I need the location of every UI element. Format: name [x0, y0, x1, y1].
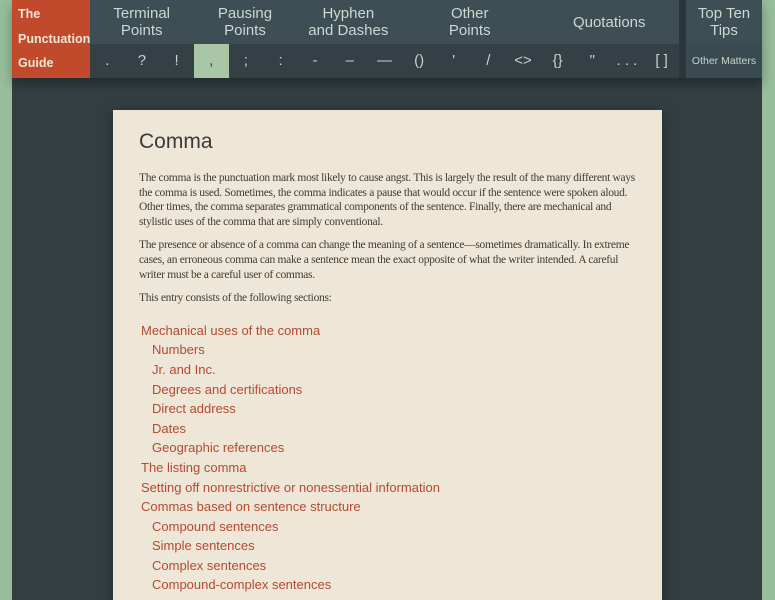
header-right-column	[686, 0, 762, 78]
section-link-the-listing-comma[interactable]: The listing comma	[141, 459, 247, 475]
content-card	[113, 110, 662, 600]
symbol-colon[interactable]: :	[278, 51, 283, 69]
page-title: Comma	[139, 130, 213, 153]
section-link-direct-address[interactable]: Direct address	[152, 401, 236, 417]
nav-item-top-ten-tips[interactable]	[686, 0, 762, 44]
header-divider	[679, 0, 686, 78]
right-edge-strip	[762, 0, 775, 600]
site-header	[12, 0, 762, 78]
nav-item-label: Points	[224, 22, 266, 39]
section-link-commas-based-on-sentence-structure[interactable]: Commas based on sentence structure	[141, 499, 361, 515]
nav-item-label: Points	[448, 22, 491, 39]
sections-intro: This entry consists of the following sections:	[139, 292, 332, 305]
intro-paragraph-2: The presence or absence of a comma can change the meaning of a sentence—sometimes dramatically. In extreme cases, an erroneous comma can make a sentence mean the exact opposite of what the writer intended. A careful writer must be a careful user of commas.	[139, 239, 630, 281]
section-link-dates[interactable]: Dates	[152, 420, 186, 436]
top-ten-line-1: Top Ten	[697, 5, 751, 22]
symbol-angle-brackets[interactable]: <>	[514, 51, 532, 69]
nav-item-label: Other	[450, 5, 489, 22]
section-link-geographic-references[interactable]: Geographic references	[152, 440, 285, 456]
site-logo[interactable]	[12, 0, 90, 78]
section-link-jr-and-inc[interactable]: Jr. and Inc.	[152, 361, 216, 377]
nav-item-label: Pausing	[217, 5, 273, 22]
nav-item-terminal-points[interactable]	[90, 0, 193, 44]
nav-item-other-matters[interactable]: Other Matters	[686, 44, 762, 78]
section-link-complex-sentences[interactable]: Complex sentences	[152, 557, 267, 573]
nav-item-hyphen-and-dashes[interactable]	[297, 0, 400, 44]
nav-item-quotations[interactable]	[539, 0, 679, 44]
symbol-semicolon[interactable]: ;	[243, 51, 248, 69]
nav-item-label: Terminal	[113, 5, 170, 22]
symbol-ellipses[interactable]: . . .	[616, 51, 638, 69]
symbol-parentheses[interactable]: ()	[414, 51, 425, 69]
nav-item-label: Points	[120, 22, 163, 39]
symbol-apostrophe[interactable]: '	[452, 51, 456, 69]
nav-item-other-points[interactable]	[400, 0, 540, 44]
symbol-em-dash[interactable]: —	[376, 51, 392, 69]
header-main	[90, 0, 679, 78]
section-link-degrees-and-certifications[interactable]: Degrees and certifications	[152, 381, 303, 397]
intro-paragraph-1: The comma is the punctuation mark most likely to cause angst. This is largely the result of the many different ways the comma is used. Sometimes, the comma indicates a pause that would occur if the sentence were spoken aloud. Other times, the comma separates grammatical components of the sentence. Finally, there are mechanical and stylistic uses of the comma that are simply conventional.	[139, 172, 635, 228]
nav-item-label: Hyphen	[322, 5, 375, 22]
symbol-slash[interactable]: /	[486, 51, 491, 69]
symbol-hyphen[interactable]: -	[312, 51, 318, 69]
symbol-period[interactable]: .	[105, 51, 110, 69]
nav-item-label: Quotations	[572, 13, 646, 31]
symbol-brackets[interactable]: [ ]	[655, 51, 668, 69]
nav-item-pausing-points[interactable]	[193, 0, 296, 44]
left-edge-strip	[0, 0, 12, 600]
symbol-question-mark[interactable]: ?	[137, 51, 147, 69]
symbol-quotation-marks[interactable]: "	[589, 51, 595, 69]
main-nav	[90, 0, 679, 44]
section-link-setting-off-nonrestrictive-or-nonessential-information[interactable]: Setting off nonrestrictive or nonessential information	[141, 479, 440, 495]
top-ten-line-2: Tips	[710, 22, 738, 39]
section-link-numbers[interactable]: Numbers	[152, 342, 205, 358]
section-link-compound-sentences[interactable]: Compound sentences	[152, 518, 279, 534]
symbol-braces[interactable]: {}	[552, 51, 563, 69]
logo-line-3: Guide	[18, 56, 54, 70]
section-link-simple-sentences[interactable]: Simple sentences	[152, 538, 255, 554]
section-links-list	[139, 321, 636, 595]
symbol-exclamation-point[interactable]: !	[174, 51, 179, 69]
nav-item-label: and Dashes	[308, 22, 389, 39]
symbol-comma[interactable]: ,	[194, 44, 229, 78]
symbols-nav	[90, 44, 679, 78]
section-link-compound-complex-sentences[interactable]: Compound-complex sentences	[152, 577, 332, 593]
section-link-mechanical-uses-of-the-comma[interactable]: Mechanical uses of the comma	[141, 322, 321, 338]
logo-line-2: Punctuation	[18, 31, 91, 46]
logo-line-1: The	[18, 7, 41, 21]
symbol-en-dash[interactable]: –	[345, 51, 354, 69]
